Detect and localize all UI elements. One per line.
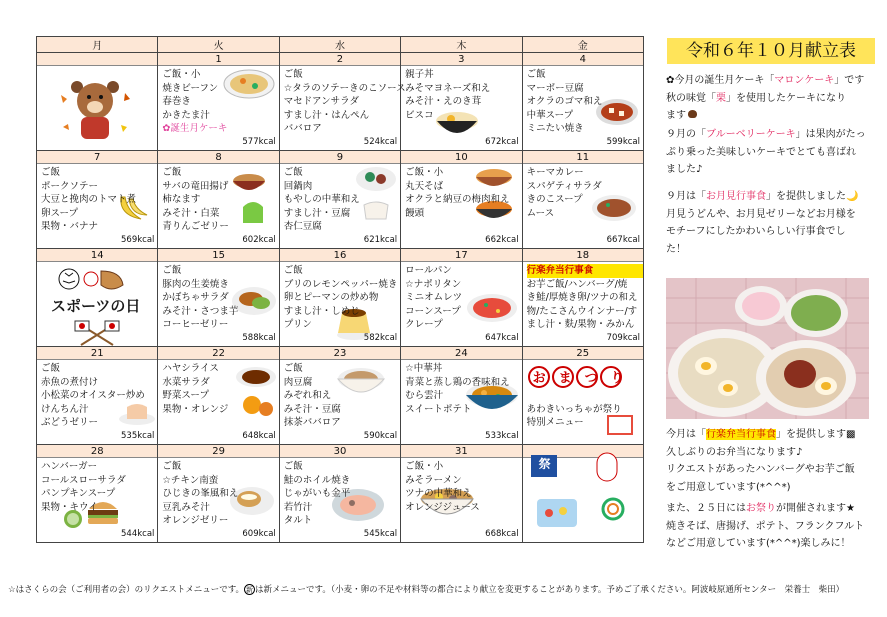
notice-text: ９月は「 <box>666 191 706 202</box>
menu-item: じゃがいも金平 <box>283 488 351 499</box>
footer-text: ☆はさくらの会（ご利用者の会）のリクエストメニューです。 <box>8 585 245 595</box>
menu-items <box>37 164 157 234</box>
week-row <box>37 151 644 249</box>
day-number: 29 <box>158 445 278 458</box>
day-number: 31 <box>401 445 521 458</box>
weekday-wed: 水 <box>279 37 400 53</box>
notice-text: などご用意しています(*^^*)楽しみに！ <box>666 538 851 549</box>
day-cell-tue <box>158 249 279 347</box>
menu-item: 肉豆腐 <box>283 376 313 388</box>
menu-item: ひじきの峯風和え <box>162 488 239 499</box>
notice-text: 久しぶりのお弁当になります♪ <box>666 446 803 458</box>
menu-item: ミニオムレツ <box>405 292 463 303</box>
menu-item: プリン <box>283 319 312 330</box>
day-number: 18 <box>523 249 643 262</box>
menu-item: 果物・オレンジ <box>162 403 229 415</box>
menu-item: 春巻き <box>162 96 191 107</box>
menu-item: むら雲汁 <box>405 390 444 401</box>
menu-item: ご飯 <box>162 461 182 472</box>
day-cell-fri <box>522 53 643 151</box>
menu-items <box>37 360 157 430</box>
week-row <box>37 445 644 543</box>
day-cell-mon <box>37 151 158 249</box>
day-cell-mon <box>37 53 158 151</box>
menu-item: ムース <box>526 207 555 219</box>
menu-item: コールスローサラダ <box>41 474 126 486</box>
menu-items <box>401 360 521 416</box>
menu-item: 行楽弁当行事食 <box>527 264 643 278</box>
menu-item: ご飯 <box>162 167 182 178</box>
menu-item: 大豆と挽肉のトマト煮 <box>41 194 137 205</box>
weekday-mon: 月 <box>37 37 158 53</box>
menu-item: みぞれ和え <box>283 390 332 401</box>
menu-item: ☆ナポリタン <box>405 278 462 290</box>
menu-item: 卵スープ <box>41 207 79 219</box>
menu-item: きのこスープ <box>526 194 583 205</box>
menu-item: ☆タラのソテーきのこソース <box>283 82 406 94</box>
calorie-label: 609kcal <box>242 529 276 539</box>
calorie-label: 599kcal <box>606 137 640 147</box>
notice-text: 」です <box>834 75 865 86</box>
menu-item: あわきいっちゃが祭り <box>526 403 622 415</box>
menu-item: ご飯・小 <box>405 461 444 472</box>
menu-item: ブリのレモンペッパー焼き <box>283 278 398 290</box>
day-cell-fri <box>522 445 643 543</box>
menu-item: ✿誕生月ケーキ <box>162 123 228 134</box>
menu-item: 焼きビーフン <box>162 82 219 94</box>
menu-item: ツナの中華和え <box>405 488 472 499</box>
calorie-label: 621kcal <box>363 235 398 245</box>
notice-autumn-bento <box>666 426 880 496</box>
menu-item: タルト <box>283 515 313 526</box>
menu-item: 中華スープ <box>526 109 574 121</box>
menu-item: お芋ご飯/ハンバーグ/焼 <box>526 278 628 290</box>
menu-items <box>280 262 400 332</box>
notice-text: 月見うどんや、お月見ゼリーなどお月様を <box>666 208 856 220</box>
day-cell-wed <box>279 445 400 543</box>
day-cell-tue <box>158 53 279 151</box>
day-number: 9 <box>280 151 400 164</box>
day-number: 3 <box>401 53 521 66</box>
menu-item: 果物・キウイ <box>41 501 98 513</box>
event-label: おまつり <box>532 371 637 386</box>
menu-item: オレンジゼリー <box>162 515 229 526</box>
week-row <box>37 347 644 445</box>
menu-item: 青菜と蒸し鶏の香味和え <box>405 376 510 388</box>
menu-item <box>527 376 643 390</box>
menu-item: みそ汁・さつま芋 <box>162 305 239 317</box>
calorie-label: 662kcal <box>485 235 519 245</box>
day-number: 1 <box>158 53 278 66</box>
menu-items <box>280 458 400 528</box>
menu-item: みそ汁・えのき茸 <box>405 96 482 107</box>
day-number: 28 <box>37 445 157 458</box>
menu-items <box>280 164 400 234</box>
menu-item: ご飯 <box>41 167 61 178</box>
menu-item: 青りんごゼリー <box>162 221 229 232</box>
day-cell-thu <box>401 151 522 249</box>
menu-item: 卵とピーマンの炒め物 <box>283 292 379 303</box>
notice-text: ✿今月の誕生月ケーキ「 <box>666 75 775 86</box>
notice-festival <box>666 500 880 553</box>
page-title: 令和６年１０月献立表 <box>667 38 875 64</box>
menu-item: みそマヨネーズ和え <box>405 82 491 94</box>
menu-items <box>523 66 643 136</box>
menu-item: 丸天そば <box>405 180 444 192</box>
menu-item: ☆中華丼 <box>405 363 443 374</box>
day-number: 30 <box>280 445 400 458</box>
day-cell-tue <box>158 445 279 543</box>
day-cell-wed <box>279 53 406 151</box>
menu-item: コーヒーゼリー <box>162 319 229 330</box>
menu-item: ご飯 <box>283 167 303 178</box>
menu-items <box>523 164 643 220</box>
menu-items <box>401 164 521 220</box>
menu-item: 杏仁豆腐 <box>283 221 322 232</box>
menu-item: パンプキンスープ <box>41 488 116 499</box>
notice-birthday-cake <box>666 72 880 125</box>
menu-item: ご飯・小 <box>405 167 444 178</box>
menu-item: クレープ <box>405 319 443 330</box>
menu-item: ご飯 <box>283 265 303 276</box>
day-number: 21 <box>37 347 157 360</box>
menu-item: 野菜スープ <box>162 390 209 401</box>
menu-item <box>527 389 643 403</box>
menu-item: まし汁・麩/果物・みかん <box>526 319 635 330</box>
menu-item: 親子丼 <box>405 69 434 80</box>
day-number: 11 <box>523 151 643 164</box>
event-name: 行楽弁当行事食 <box>706 429 776 440</box>
day-cell-mon <box>37 347 158 445</box>
menu-items <box>158 66 278 136</box>
calorie-label: 544kcal <box>121 529 155 539</box>
calorie-label: 577kcal <box>242 137 276 147</box>
menu-item: 果物・バナナ <box>41 221 99 232</box>
day-number: 23 <box>280 347 400 360</box>
calorie-label: 647kcal <box>485 333 519 343</box>
lunch-photo <box>666 278 869 419</box>
day-number: 10 <box>401 151 521 164</box>
notice-text: ました♪ <box>666 164 703 175</box>
menu-item: 柿なます <box>162 194 201 205</box>
menu-item: すまし汁・豆腐 <box>283 207 351 219</box>
menu-item: 物/たこさんウインナー/す <box>526 305 638 317</box>
notice-text: た！ <box>666 243 686 255</box>
menu-items <box>523 262 643 332</box>
menu-item: ハンバーガー <box>41 461 98 472</box>
menu-item: 豚肉の生姜焼き <box>162 278 229 290</box>
calorie-label: 602kcal <box>242 235 276 245</box>
menu-items <box>523 360 643 430</box>
notice-text: 今月は「 <box>666 429 706 440</box>
calorie-label: 672kcal <box>485 137 519 147</box>
day-cell-fri <box>522 347 643 445</box>
notice-text: ９月の「 <box>666 129 706 140</box>
menu-item: オクラのゴマ和え <box>526 96 603 107</box>
notice-text: 」は果肉がたっ <box>795 129 866 140</box>
calorie-label: 533kcal <box>485 431 519 441</box>
menu-item: ロールパン <box>405 265 452 276</box>
calorie-label: 590kcal <box>363 431 398 441</box>
menu-item: オレンジジュース <box>405 501 480 513</box>
footer-note <box>8 583 844 595</box>
menu-calendar <box>36 36 644 543</box>
day-cell-tue <box>158 347 279 445</box>
day-number: 7 <box>37 151 157 164</box>
calorie-label: 582kcal <box>363 333 398 343</box>
day-cell-wed <box>279 249 400 347</box>
menu-items <box>158 360 278 416</box>
calorie-label: 668kcal <box>485 529 519 539</box>
menu-item: みそラーメン <box>405 474 462 486</box>
menu-item: 回鍋肉 <box>283 180 313 192</box>
menu-item: けんちん汁 <box>41 403 89 415</box>
menu-item: 水菜サラダ <box>162 376 210 388</box>
notice-text: モチーフにしたかわいらしい行事食でし <box>666 226 846 237</box>
new-menu-mark: 新 <box>246 586 254 594</box>
menu-items <box>280 66 406 136</box>
menu-item: 鮭のホイル焼き <box>283 474 351 486</box>
menu-item: ご飯 <box>526 69 546 80</box>
menu-item: コーンスープ <box>405 305 461 317</box>
menu-item: かぼちゃサラダ <box>162 292 229 303</box>
day-cell-fri <box>522 249 643 347</box>
event-label: 祭 <box>538 457 551 471</box>
menu-item: ご飯・小 <box>162 69 201 80</box>
notice-text: が開催されます★ <box>776 503 855 514</box>
notice-text: ます <box>666 110 686 121</box>
menu-item: オクラと納豆の梅肉和え <box>405 194 510 205</box>
menu-item: かきたま汁 <box>162 109 210 121</box>
day-cell-thu <box>401 347 522 445</box>
menu-item: 豆乳みそ汁 <box>162 501 210 513</box>
calorie-label: 709kcal <box>606 333 640 343</box>
day-number: 17 <box>401 249 521 262</box>
notice-text: 」を提供します▩ <box>776 429 856 440</box>
menu-item: ミニたい焼き <box>526 123 584 134</box>
day-number: 8 <box>158 151 278 164</box>
day-cell-tue <box>158 151 279 249</box>
menu-item: き鮭/厚焼き卵/ツナの和え <box>526 292 638 303</box>
menu-item: ご飯 <box>41 363 61 374</box>
menu-item: 赤魚の煮付け <box>41 376 99 388</box>
day-number: 14 <box>37 249 157 262</box>
menu-item: 特別メニュー <box>526 417 584 428</box>
event-name: お月見行事食 <box>706 191 766 202</box>
day-number: 4 <box>523 53 643 66</box>
calorie-label: 524kcal <box>363 137 398 147</box>
day-number: 25 <box>523 347 643 360</box>
notice-text: をご用意しています(*^^*) <box>666 481 791 493</box>
calorie-label: 535kcal <box>121 431 155 441</box>
menu-item: すまし汁・はんぺん <box>283 109 370 121</box>
calorie-label: 588kcal <box>242 333 276 343</box>
menu-items <box>158 164 278 234</box>
menu-item: ご飯 <box>283 363 303 374</box>
menu-item: マーボー豆腐 <box>526 82 584 94</box>
menu-item: サバの竜田揚げ <box>162 180 229 192</box>
menu-item: マセドアンサラダ <box>283 96 360 107</box>
menu-item: ご飯 <box>162 265 182 276</box>
day-cell-fri <box>522 151 643 249</box>
day-number: 22 <box>158 347 278 360</box>
day-cell-mon <box>37 249 158 347</box>
menu-items <box>158 458 278 528</box>
notice-moon-viewing <box>666 188 880 258</box>
menu-item: もやしの中華和え <box>283 194 360 205</box>
menu-item: すまし汁・しめじ <box>283 305 360 317</box>
notice-text: また、２５日には <box>666 503 746 514</box>
menu-item: スパゲティサラダ <box>526 180 602 192</box>
day-number: 2 <box>280 53 400 66</box>
weekday-thu: 木 <box>401 37 522 53</box>
menu-item: みそ汁・豆腐 <box>283 403 341 415</box>
day-cell-wed <box>279 151 400 249</box>
menu-item: ぶどうゼリー <box>41 417 99 428</box>
menu-item: ハヤシライス <box>162 363 219 374</box>
day-cell-thu <box>401 249 522 347</box>
day-number: 24 <box>401 347 521 360</box>
menu-item: 饅頭 <box>405 207 425 219</box>
menu-item: ビスコ <box>405 109 434 121</box>
menu-item: 若竹汁 <box>283 501 313 513</box>
calorie-label: 648kcal <box>242 431 276 441</box>
notice-text: 秋の味覚「 <box>666 92 716 104</box>
calorie-label: 667kcal <box>606 235 640 245</box>
menu-item: 小松菜のオイスター炒め <box>41 390 145 401</box>
menu-item: ご飯 <box>283 69 303 80</box>
menu-item: ☆チキン南蛮 <box>162 474 219 486</box>
day-cell-mon <box>37 445 158 543</box>
menu-items <box>37 458 157 514</box>
menu-item: ご飯 <box>283 461 303 472</box>
chestnut-word: 栗 <box>716 92 726 104</box>
calorie-label: 569kcal <box>121 235 155 245</box>
menu-item: みそ汁・白菜 <box>162 207 220 219</box>
menu-item <box>527 362 643 376</box>
week-row <box>37 249 644 347</box>
menu-item: ポークソテー <box>41 180 99 192</box>
calorie-label: 545kcal <box>363 529 398 539</box>
cake-name: ブルーベリーケーキ <box>706 129 796 140</box>
notice-text: 」を使用したケーキになり <box>726 92 846 104</box>
event-label: スポーツの日 <box>51 297 141 315</box>
day-number <box>37 53 157 66</box>
day-cell-thu <box>401 53 522 151</box>
notice-text: 」を提供しました🌙 <box>766 191 859 202</box>
menu-item: 抹茶ババロア <box>283 417 341 428</box>
notice-blueberry <box>666 126 880 179</box>
weekday-header-row <box>37 37 644 53</box>
menu-item: キーマカレー <box>526 167 584 178</box>
weekday-fri: 金 <box>522 37 643 53</box>
menu-item: スイートポテト <box>405 403 472 415</box>
chestnut-icon <box>688 110 697 118</box>
notice-text: リクエストがあったハンバーグやお芋ご飯 <box>666 464 855 475</box>
menu-items <box>158 262 278 332</box>
menu-items <box>401 66 521 122</box>
day-number: 16 <box>280 249 400 262</box>
day-cell-thu <box>401 445 522 543</box>
day-cell-wed <box>279 347 400 445</box>
event-name: お祭り <box>746 503 776 514</box>
bear-autumn-illustration <box>55 75 135 149</box>
weekday-tue: 火 <box>158 37 279 53</box>
footer-text: は新メニューです。（小麦・卵の不足や材料等の都合により献立を変更することがあります。予めご了承ください。阿波岐原通所センター 栄養士 柴田） <box>255 585 845 595</box>
week-row <box>37 53 644 151</box>
menu-items <box>401 262 521 332</box>
menu-items <box>280 360 400 430</box>
menu-items <box>401 458 521 514</box>
day-number: 15 <box>158 249 278 262</box>
menu-item: ババロア <box>283 123 322 134</box>
cake-name: マロンケーキ <box>774 75 835 86</box>
notice-text: ぷり乗った美味しいケーキでとても喜ばれ <box>666 146 856 158</box>
notice-text: 焼きそば、唐揚げ、ポテト、フランクフルト <box>666 520 865 532</box>
